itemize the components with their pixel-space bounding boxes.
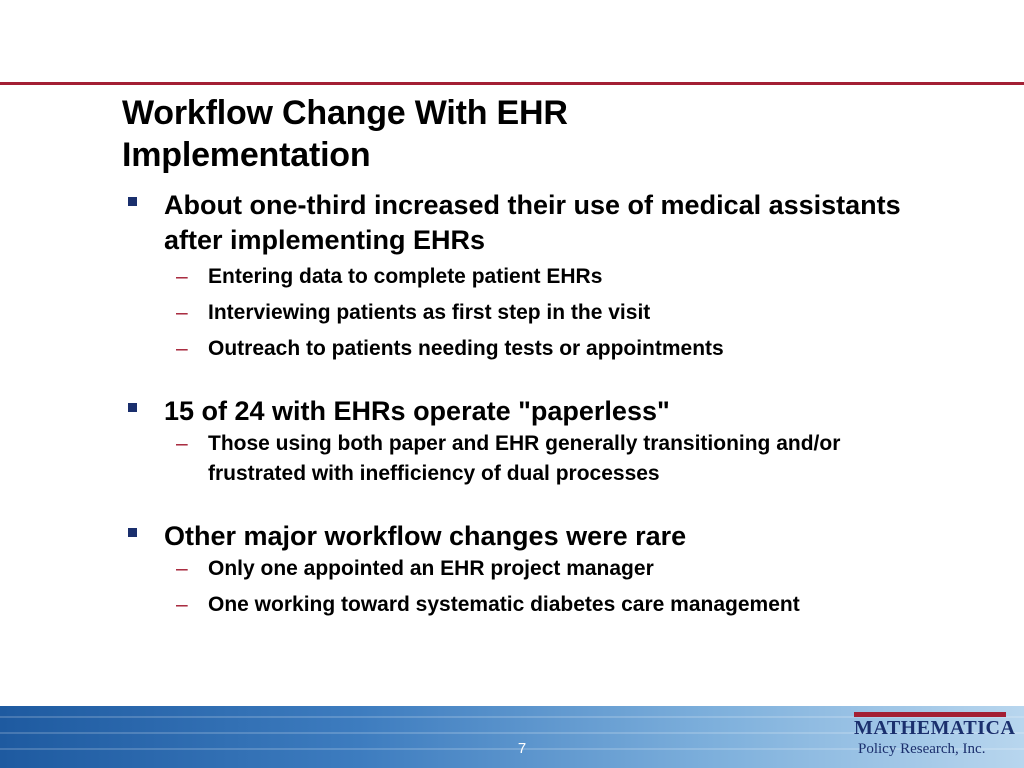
bullet-text: About one-third increased their use of medical assistants after implementing EHRs bbox=[164, 190, 901, 255]
bullet-text: Other major workflow changes were rare bbox=[164, 521, 687, 551]
logo-wordmark: MATHEMATICA bbox=[854, 717, 1016, 739]
bullet-text: 15 of 24 with EHRs operate "paperless" bbox=[164, 396, 670, 426]
sub-item-text: Only one appointed an EHR project manager bbox=[208, 557, 654, 580]
bullet-item bbox=[128, 394, 908, 429]
sub-item-text: Those using both paper and EHR generally transitioning and/or frustrated with inefficiency of dual processes bbox=[208, 432, 841, 485]
dash-icon: – bbox=[176, 301, 188, 324]
sub-item-text: Entering data to complete patient EHRs bbox=[208, 265, 603, 288]
square-bullet-icon bbox=[128, 528, 137, 537]
square-bullet-icon bbox=[128, 197, 137, 206]
dash-icon: – bbox=[176, 265, 188, 288]
page-number: 7 bbox=[517, 740, 527, 757]
sub-list bbox=[128, 554, 908, 620]
logo-subtitle: Policy Research, Inc. bbox=[858, 741, 986, 757]
dash-icon: – bbox=[176, 557, 188, 580]
sub-item-text: Outreach to patients needing tests or appointments bbox=[208, 337, 724, 360]
sub-item bbox=[128, 590, 908, 620]
sub-item-text: One working toward systematic diabetes care management bbox=[208, 593, 800, 616]
slide-title: Workflow Change With EHR Implementation bbox=[122, 94, 568, 174]
bullet-group bbox=[128, 188, 908, 364]
slide-content bbox=[128, 188, 908, 650]
sub-item bbox=[128, 262, 908, 292]
dash-icon: – bbox=[176, 593, 188, 616]
mathematica-logo bbox=[848, 712, 1018, 762]
sub-item bbox=[128, 554, 908, 584]
dash-icon: – bbox=[176, 432, 188, 455]
bullet-group bbox=[128, 394, 908, 489]
sub-item bbox=[128, 298, 908, 328]
title-divider-line bbox=[0, 82, 1024, 85]
sub-item bbox=[128, 334, 908, 364]
sub-list bbox=[128, 262, 908, 364]
bullet-item bbox=[128, 188, 908, 258]
dash-icon: – bbox=[176, 337, 188, 360]
bullet-group bbox=[128, 519, 908, 620]
square-bullet-icon bbox=[128, 403, 137, 412]
bullet-item bbox=[128, 519, 908, 554]
sub-item-text: Interviewing patients as first step in the visit bbox=[208, 301, 651, 324]
sub-item bbox=[128, 429, 908, 489]
sub-list bbox=[128, 429, 908, 489]
